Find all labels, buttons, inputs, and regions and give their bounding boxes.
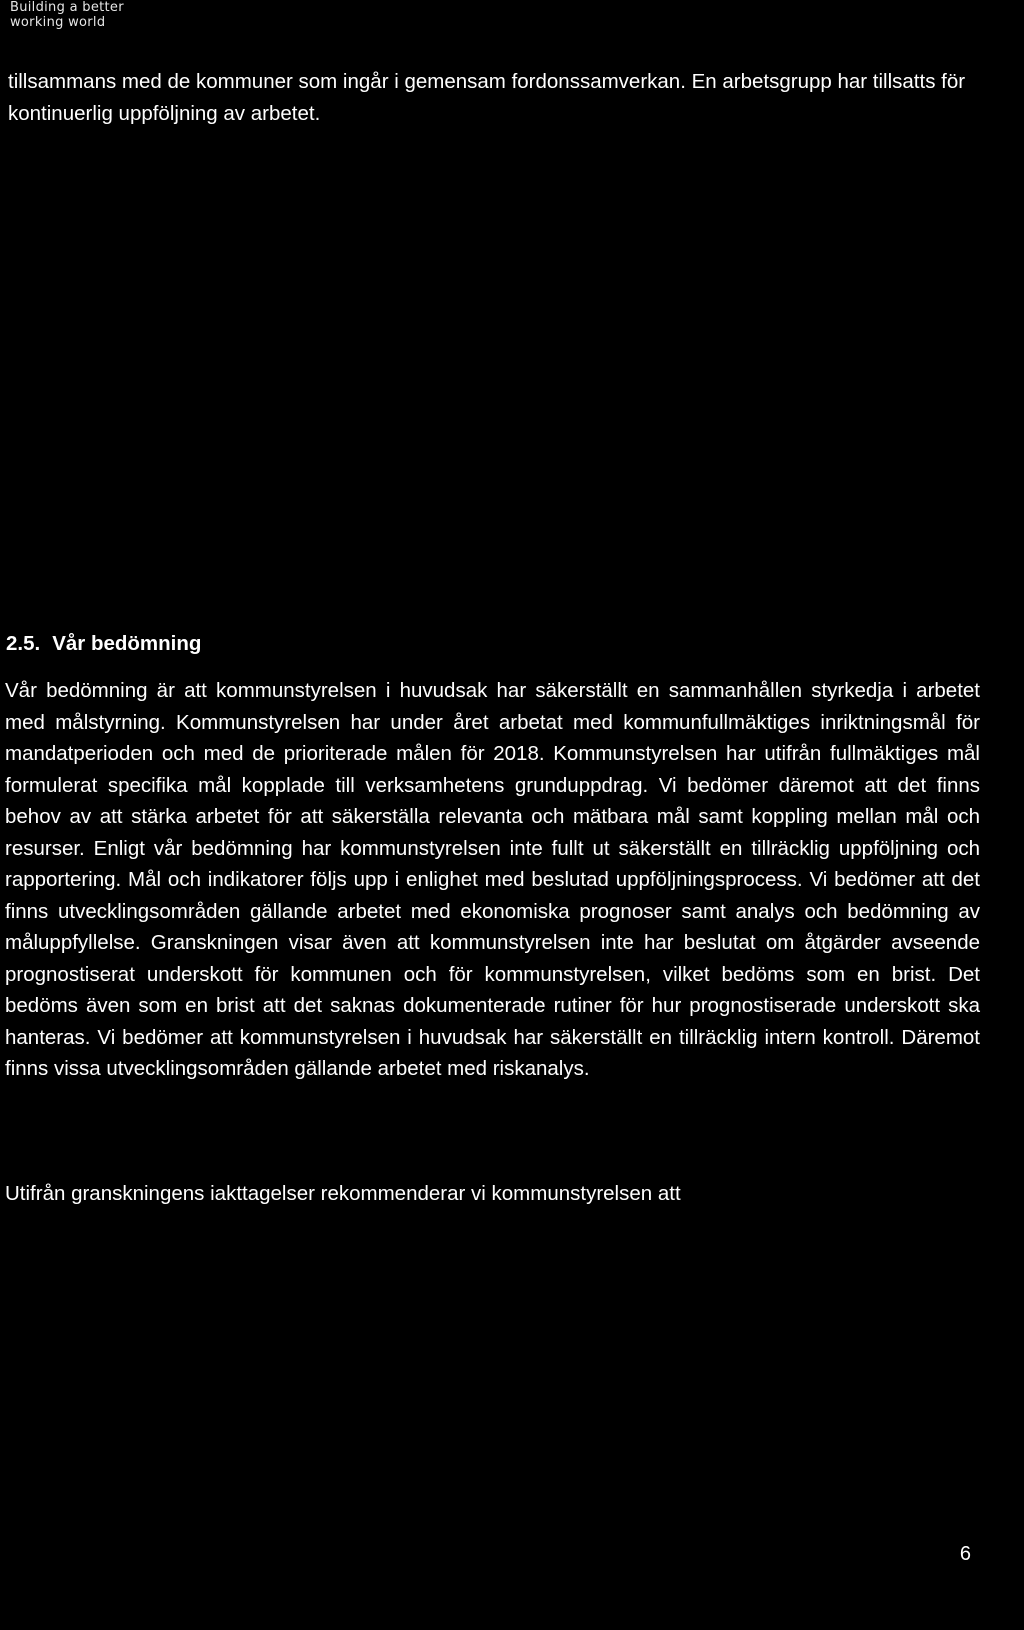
header-tagline bbox=[10, 0, 124, 30]
assessment-paragraph: Vår bedömning är att kommunstyrelsen i huvudsak har säkerställt en sammanhållen styrkedja i arbetet med målstyrning. Kommunstyrelsen har under året arbetat med kommunfullmäktiges inriktningsmål för mandatperioden och med de prioriterade målen för 2018. Kommunstyrelsen har utifrån fullmäktiges mål formulerat specifika mål kopplade till verksamhetens grunduppdrag. Vi bedömer däremot att det finns behov av att stärka arbetet för att säkerställa relevanta och mätbara mål samt koppling mellan mål och resurser. Enligt vår bedömning har kommunstyrelsen inte fullt ut säkerställt en tillräcklig uppföljning och rapportering. Mål och indikatorer följs upp i enlighet med beslutad uppföljningsprocess. Vi bedömer att det finns utvecklingsområden gällande arbetet med ekonomiska prognoser samt analys och bedömning av måluppfyllelse. Granskningen visar även att kommunstyrelsen inte har beslutat om åtgärder avseende prognostiserat underskott för kommunen och för kommunstyrelsen, vilket bedöms som en brist. Det bedöms även som en brist att det saknas dokumenterade rutiner för hur prognostiserade underskott ska hanteras. Vi bedömer att kommunstyrelsen i huvudsak har säkerställt en tillräcklig intern kontroll. Däremot finns vissa utvecklingsområden gällande arbetet med riskanalys. bbox=[5, 679, 980, 1080]
section-number: 2.5. bbox=[6, 632, 41, 655]
section-title: Vår bedömning bbox=[52, 632, 202, 655]
recommendation-intro: Utifrån granskningens iakttagelser rekommenderar vi kommunstyrelsen att bbox=[5, 1182, 681, 1205]
tagline-line-1: Building a better bbox=[10, 0, 124, 15]
intro-paragraph: tillsammans med de kommuner som ingår i gemensam fordonssamverkan. En arbetsgrupp har tillsatts för kontinuerlig uppföljning av arbetet. bbox=[8, 70, 966, 125]
page-number: 6 bbox=[959, 1543, 971, 1565]
tagline-line-2: working world bbox=[10, 15, 106, 30]
section-heading bbox=[6, 632, 201, 656]
